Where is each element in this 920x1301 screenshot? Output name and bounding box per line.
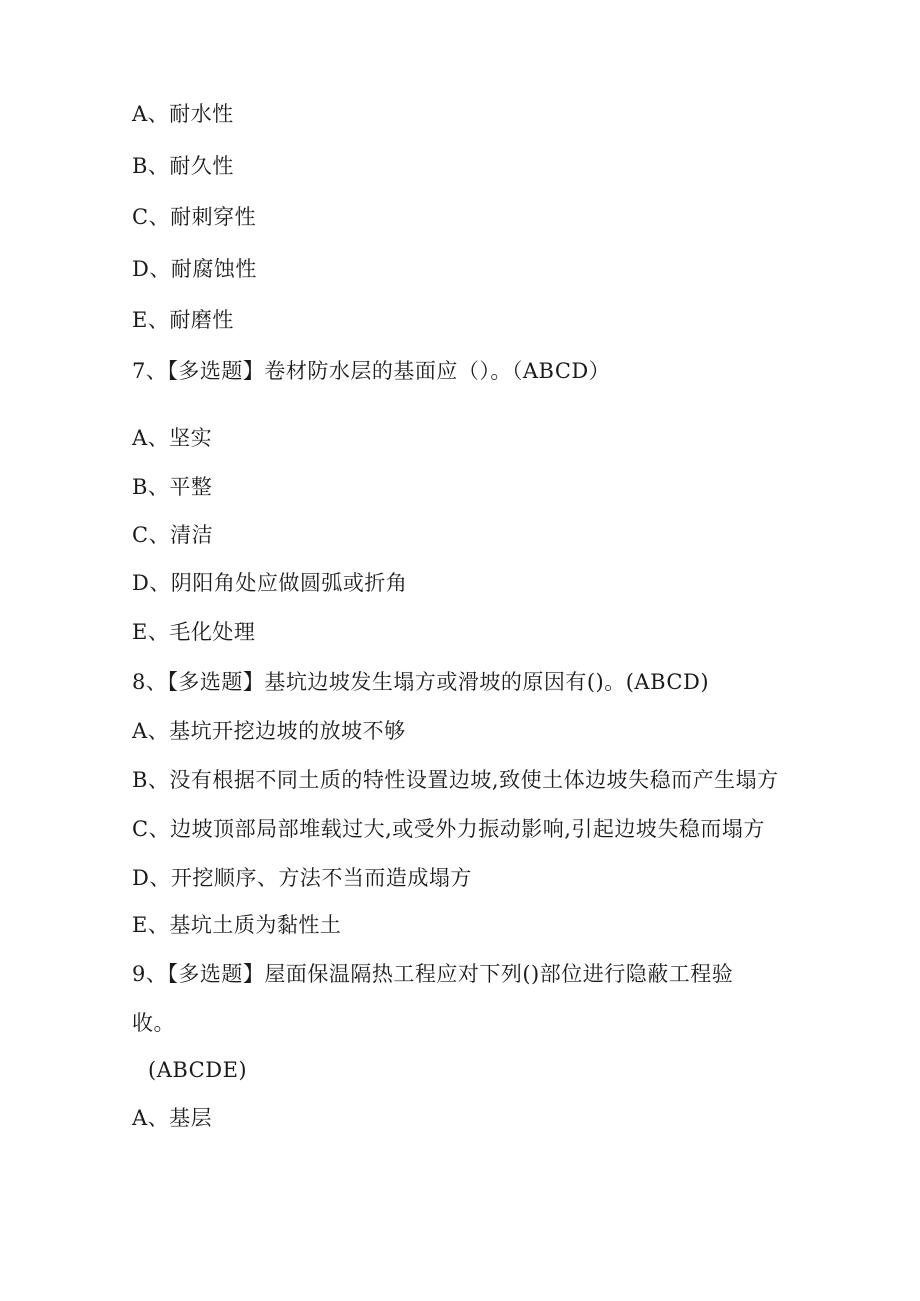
option-a: A、坚实	[132, 426, 213, 450]
option-e: E、耐磨性	[132, 308, 234, 332]
question-9-continuation: 收。	[132, 1011, 175, 1035]
question-9: 9、【多选题】屋面保温隔热工程应对下列()部位进行隐蔽工程验	[132, 962, 734, 986]
option-d: D、耐腐蚀性	[132, 257, 257, 281]
option-c: C、清洁	[132, 523, 214, 547]
option-a: A、基层	[132, 1106, 213, 1130]
option-c: C、耐刺穿性	[132, 205, 257, 229]
option-d: D、开挖顺序、方法不当而造成塌方	[132, 866, 472, 890]
answer-key: (ABCDE)	[148, 1058, 248, 1082]
question-8: 8、【多选题】基坑边坡发生塌方或滑坡的原因有()。(ABCD)	[132, 670, 710, 694]
option-c: C、边坡顶部局部堆载过大,或受外力振动影响,引起边坡失稳而塌方	[132, 817, 765, 841]
option-e: E、基坑土质为黏性土	[132, 913, 342, 937]
option-a: A、耐水性	[132, 102, 234, 126]
option-b: B、平整	[132, 475, 213, 499]
option-e: E、毛化处理	[132, 620, 256, 644]
option-b: B、耐久性	[132, 154, 234, 178]
option-a: A、基坑开挖边坡的放坡不够	[132, 719, 406, 743]
question-7: 7、【多选题】卷材防水层的基面应（）。（ABCD）	[132, 359, 611, 383]
option-d: D、阴阳角处应做圆弧或折角	[132, 571, 408, 595]
option-b: B、没有根据不同土质的特性设置边坡,致使土体边坡失稳而产生塌方	[132, 768, 779, 792]
